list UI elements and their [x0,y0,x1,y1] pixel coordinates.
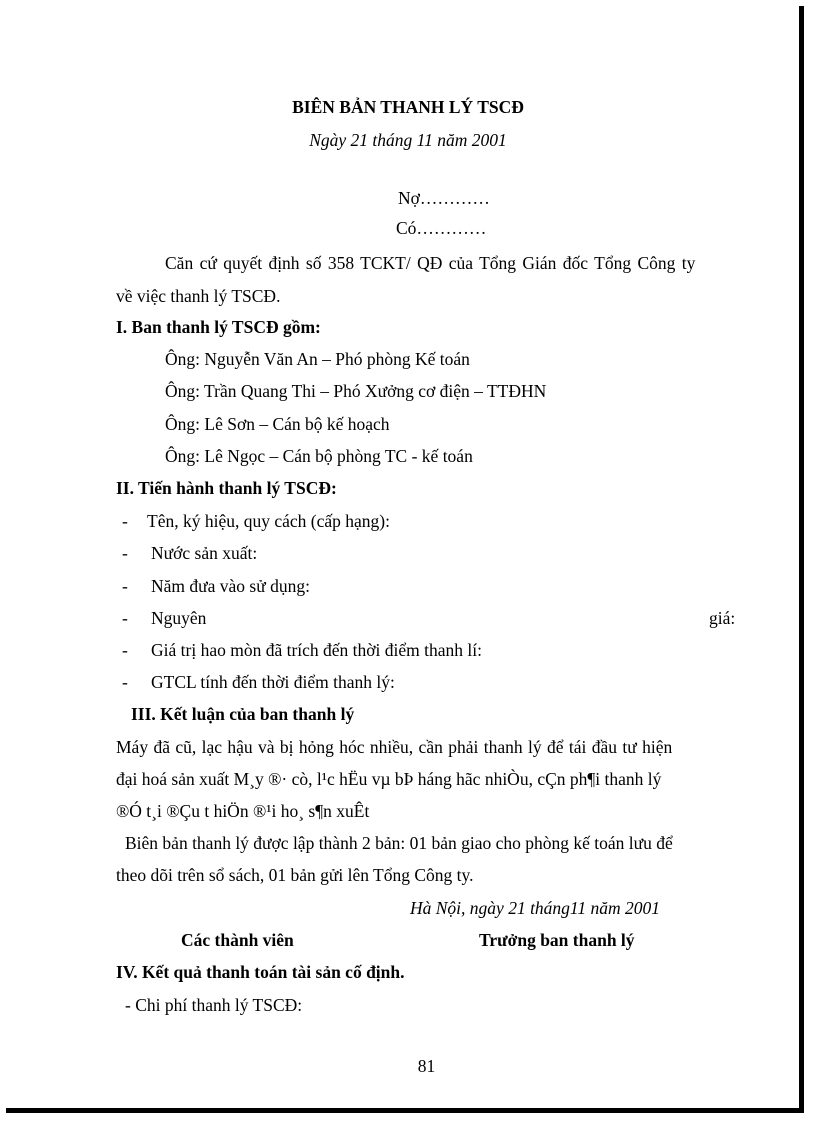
document-date: Ngày 21 tháng 11 năm 2001 [309,130,507,150]
signature-head: Trưởng ban thanh lý [479,930,635,950]
section-4-item: - Chi phí thanh lý TSCĐ: [125,995,303,1015]
item-original-price-suffix: giá: [709,608,736,628]
item-residual-value: GTCL tính đến thời điểm thanh lý: [151,672,395,692]
member-3: Ông: Lê Sơn – Cán bộ kế hoạch [165,414,390,434]
bullet-dash: - [122,576,128,596]
conclusion-line-1: Máy đã cũ, lạc hậu và bị hỏng hóc nhiều, cần phải thanh lý để tái đầu tư hiện [116,737,673,757]
document-title: BIÊN BẢN THANH LÝ TSCĐ [292,97,524,117]
bullet-dash: - [122,640,128,660]
member-1: Ông: Nguyễn Văn An – Phó phòng Kế toán [165,349,470,369]
item-depreciation: Giá trị hao mòn đã trích đến thời điểm thanh lí: [151,640,482,660]
page-number: 81 [417,1056,436,1076]
credit-line: Có………… [396,218,487,238]
item-year: Năm đưa vào sử dụng: [151,576,310,596]
item-original-price: Nguyên [151,608,207,628]
bullet-dash: - [122,543,128,563]
member-4: Ông: Lê Ngọc – Cán bộ phòng TC - kế toán [165,446,473,466]
conclusion-line-2: đại hoá sản xuất M¸y ®· cò, l¹c hËu vµ bÞ háng hãc nhiÒu, cÇn ph¶i thanh lý [116,769,662,789]
item-country: Nước sản xuất: [151,543,258,563]
signature-members: Các thành viên [181,930,294,950]
basis-line-2: về việc thanh lý TSCĐ. [116,286,281,306]
copies-line-1: Biên bản thanh lý được lập thành 2 bản: 01 bản giao cho phòng kế toán lưu để [125,833,673,853]
section-4-heading: IV. Kết quả thanh toán tài sản cố định. [116,962,405,982]
place-date: Hà Nội, ngày 21 tháng11 năm 2001 [410,898,661,918]
section-2-heading: II. Tiến hành thanh lý TSCĐ: [116,478,337,498]
debit-line: Nợ………… [398,188,490,208]
item-name-spec: Tên, ký hiệu, quy cách (cấp hạng): [147,511,390,531]
conclusion-line-3: ®Ó t¸i ®Çu t hiÖn ®¹i ho¸ s¶n xuÊt [116,801,370,821]
bullet-dash: - [122,672,128,692]
basis-line-1: Căn cứ quyết định số 358 TCKT/ QĐ của Tổng Gián đốc Tổng Công ty [165,253,696,273]
section-1-heading: I. Ban thanh lý TSCĐ gồm: [116,317,321,337]
member-2: Ông: Trần Quang Thi – Phó Xưởng cơ điện – TTĐHN [165,381,547,401]
copies-line-2: theo dõi trên sổ sách, 01 bản gửi lên Tổng Công ty. [116,865,474,885]
bullet-dash: - [122,511,128,531]
bullet-dash: - [122,608,128,628]
section-3-heading: III. Kết luận của ban thanh lý [131,704,355,724]
